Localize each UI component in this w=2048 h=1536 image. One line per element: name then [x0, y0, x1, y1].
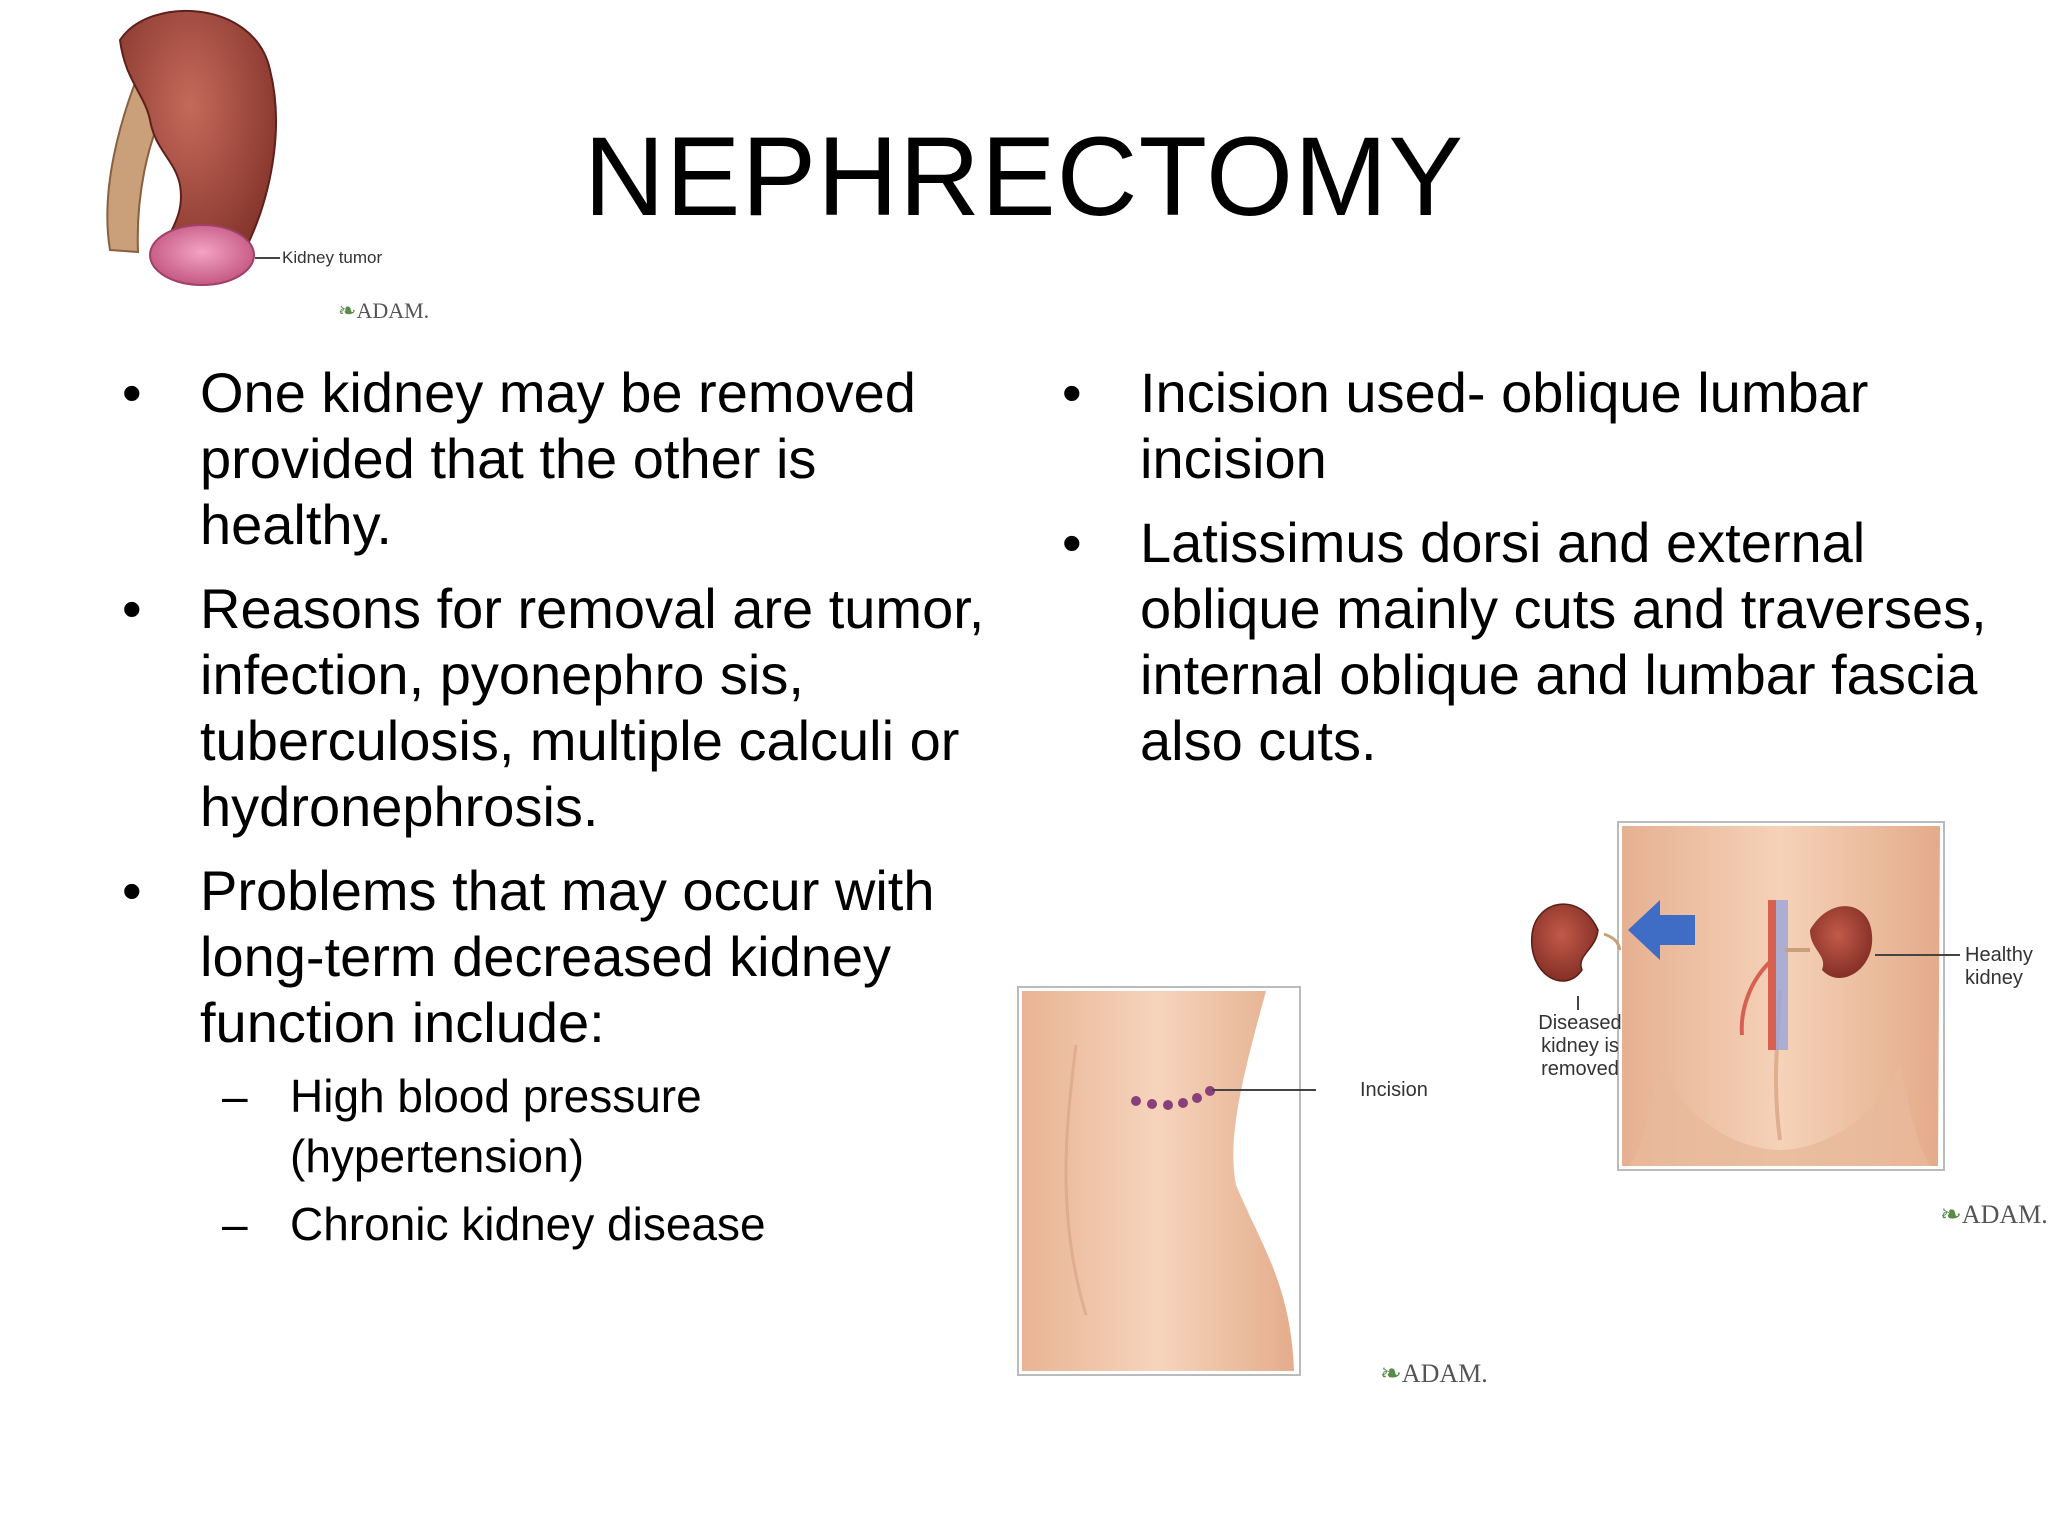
leaf-icon: ❧	[1940, 1200, 1962, 1229]
left-column	[122, 360, 1002, 1272]
adam-logo: ❧ADAM.	[338, 298, 430, 323]
leaf-icon: ❧	[1380, 1359, 1402, 1388]
bullet-item: • Incision used- oblique lumbar incision	[1062, 360, 2002, 492]
kidney-removal-illustration	[1510, 820, 1990, 1180]
incision-figure	[1016, 985, 1496, 1405]
kidney-removal-figure	[1510, 820, 2048, 1240]
adam-logo: ❧ADAM.	[1940, 1200, 2048, 1229]
bullet-item: • One kidney may be removed provided that the other is healthy.	[122, 360, 1002, 558]
bullet-text: Problems that may occur with long-term decreased kidney function include:	[200, 859, 935, 1054]
incision-illustration	[1016, 985, 1316, 1380]
kidney-tumor-figure	[80, 0, 440, 330]
leaf-icon: ❧	[338, 298, 357, 323]
bullet-item	[122, 858, 1002, 1254]
incision-label: Incision	[1360, 1079, 1428, 1101]
left-bullet-list	[122, 360, 1002, 1254]
bullet-item: • Latissimus dorsi and external oblique mainly cuts and traverses, internal oblique and lumbar fascia also cuts.	[1062, 510, 2002, 774]
adam-logo: ❧ADAM.	[1380, 1359, 1488, 1388]
right-column	[1062, 360, 2002, 792]
kidney-tumor-label: Kidney tumor	[282, 248, 383, 267]
sub-bullet-item: – Chronic kidney disease	[200, 1194, 1002, 1254]
bullet-item: • Reasons for removal are tumor, infection, pyonephro sis, tuberculosis, multiple calculi or hydronephrosis.	[122, 576, 1002, 840]
sub-bullet-item: – High blood pressure (hypertension)	[200, 1066, 1002, 1186]
kidney-tumor-illustration	[80, 0, 440, 330]
page-title: NEPHRECTOMY	[583, 114, 1465, 239]
right-bullet-list	[1062, 360, 2002, 774]
healthy-kidney-label: Healthy kidney	[1965, 944, 2033, 989]
diseased-kidney-label: Diseased kidney is removed	[1538, 1012, 1622, 1080]
sub-bullet-list	[200, 1066, 1002, 1254]
